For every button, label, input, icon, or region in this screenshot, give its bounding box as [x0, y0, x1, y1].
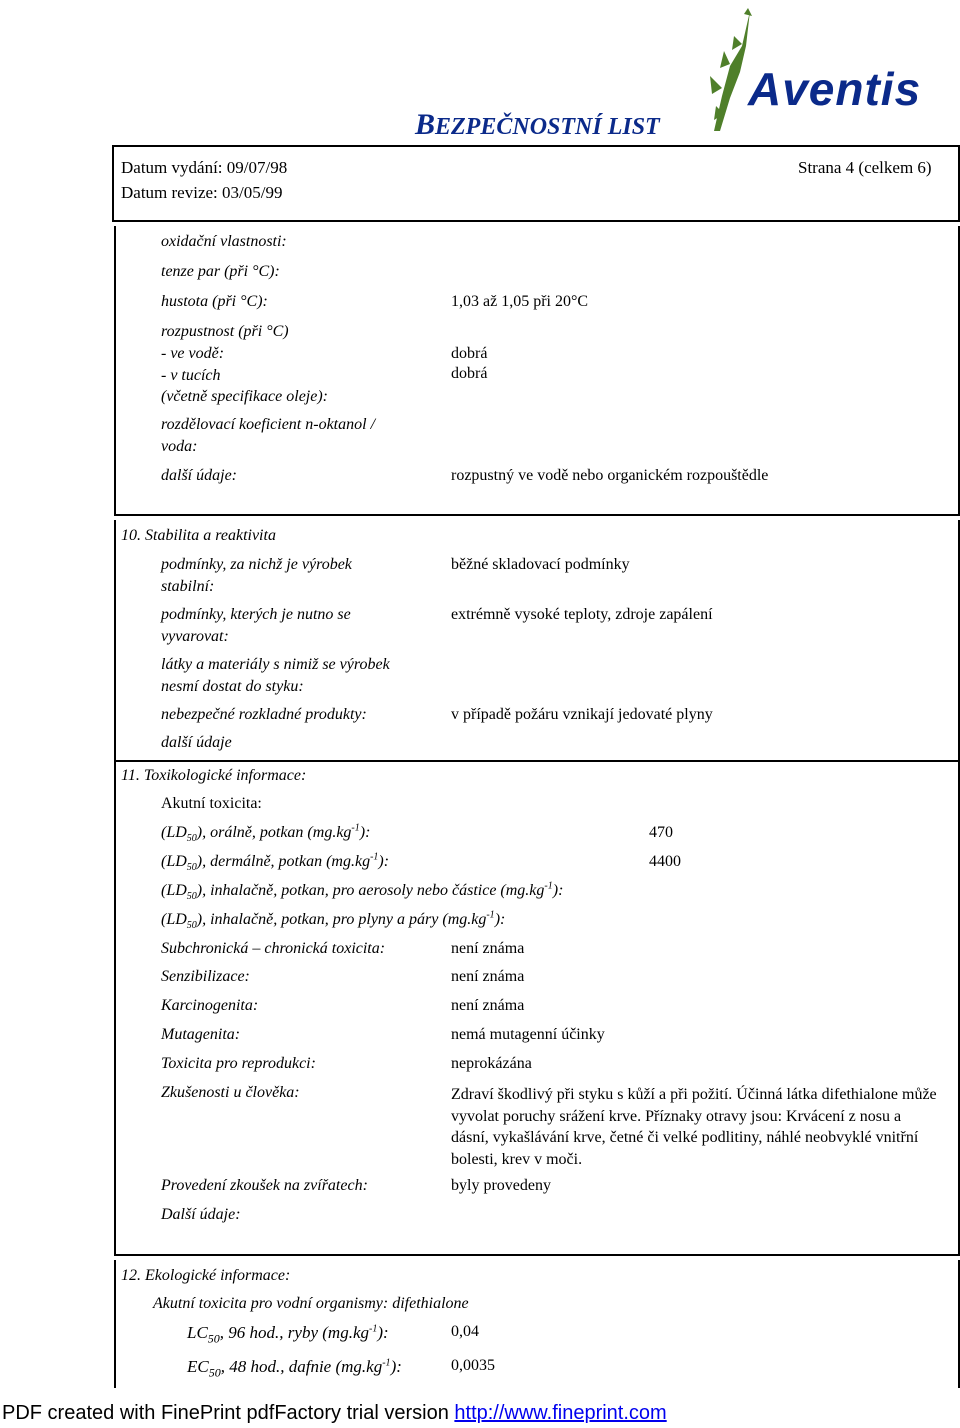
- section11-left-border: [114, 762, 116, 1256]
- density-value: 1,03 až 1,05 při 20°C: [451, 293, 589, 310]
- carcinogenicity-value: není známa: [451, 997, 525, 1014]
- section10-heading: 10. Stabilita a reaktivita: [121, 527, 276, 544]
- ec50-value: 0,0035: [451, 1357, 495, 1374]
- fat-solubility-label: - v tucích: [161, 367, 221, 384]
- ld50-dermal-label: [161, 851, 390, 874]
- ld50-oral-value: 470: [649, 824, 673, 841]
- superscript-minus-one: -1: [370, 851, 379, 863]
- superscript-minus-one: -1: [486, 909, 495, 921]
- other-data-value: rozpustný ve vodě nebo organickém rozpouštědle: [451, 467, 769, 484]
- inhal-aerosol-text: ), inhalačně, potkan, pro aerosoly nebo částice (mg.kg: [196, 882, 545, 899]
- header-top-rule: [112, 145, 960, 147]
- footer-text: PDF created with FinePrint pdfFactory trial version: [2, 1402, 455, 1424]
- label-tail: ):: [359, 824, 371, 841]
- materials-label-1: látky a materiály s nimiž se výrobek: [161, 656, 390, 673]
- revision-date: Datum revize: 03/05/99: [121, 183, 283, 202]
- decomposition-value: v případě požáru vznikají jedovaté plyny: [451, 706, 713, 723]
- ld-text: (LD: [161, 853, 187, 870]
- sensitization-label: Senzibilizace:: [161, 968, 250, 985]
- ld-text: (LD: [161, 882, 187, 899]
- further-data-label: Další údaje:: [161, 1206, 241, 1223]
- lc50-label: [187, 1323, 389, 1346]
- label-tail: ):: [390, 1357, 402, 1376]
- pdf-footer: [2, 1402, 667, 1425]
- subchronic-value: není známa: [451, 940, 525, 957]
- superscript-minus-one: -1: [369, 1323, 378, 1335]
- section10-left-border: [114, 520, 116, 762]
- subscript-50: 50: [186, 920, 197, 932]
- density-label: hustota (při °C):: [161, 293, 268, 310]
- ec-rest-text: , 48 hod., dafnie (mg.kg: [220, 1357, 383, 1376]
- solubility-label: rozpustnost (při °C): [161, 323, 289, 340]
- sensitization-value: není známa: [451, 968, 525, 985]
- avoid-label-2: vyvarovat:: [161, 628, 229, 645]
- title-first-letter: B: [415, 108, 436, 141]
- aquatic-toxicity-label: Akutní toxicita pro vodní organismy: difethialone: [153, 1295, 469, 1312]
- label-tail: ):: [378, 853, 390, 870]
- section11-bottom-rule: [114, 1254, 960, 1256]
- fineprint-link[interactable]: http://www.fineprint.com: [454, 1402, 667, 1424]
- title-rest: EZPEČNOSTNÍ LIST: [435, 114, 660, 140]
- section9-bottom-rule: [114, 514, 960, 516]
- animal-tests-value: byly provedeny: [451, 1177, 551, 1194]
- issue-date: Datum vydání: 09/07/98: [121, 158, 288, 177]
- mutagenicity-label: Mutagenita:: [161, 1026, 241, 1043]
- stable-value: běžné skladovací podmínky: [451, 556, 630, 573]
- section9-left-border: [114, 226, 116, 516]
- ec50-label: [187, 1357, 402, 1380]
- water-solubility-label: - ve vodě:: [161, 345, 225, 362]
- ec-text: EC: [187, 1357, 209, 1376]
- lc-rest-text: , 96 hod., ryby (mg.kg: [219, 1323, 369, 1342]
- subscript-50: 50: [186, 891, 197, 903]
- lc50-value: 0,04: [451, 1323, 479, 1340]
- subscript-50: 50: [186, 833, 197, 845]
- decomposition-label: nebezpečné rozkladné produkty:: [161, 706, 367, 723]
- section10-bottom-rule: [114, 760, 960, 762]
- fat-solubility-value: dobrá: [451, 365, 488, 382]
- carcinogenicity-label: Karcinogenita:: [161, 997, 259, 1014]
- section12-left-border: [114, 1260, 116, 1388]
- avoid-label-1: podmínky, kterých je nutno se: [161, 606, 351, 623]
- human-experience-label: Zkušenosti u člověka:: [161, 1084, 300, 1101]
- subchronic-label: Subchronická – chronická toxicita:: [161, 940, 386, 957]
- avoid-value: extrémně vysoké teploty, zdroje zapálení: [451, 606, 713, 623]
- ld-text: (LD: [161, 824, 187, 841]
- label-tail: ):: [377, 1323, 389, 1342]
- human-experience-value: Zdraví škodlivý při styku s kůží a při požití. Účinná látka difethialone může vyvolat poruchy srážení krve. Příznaky otravy jsou: Krvácení z nosu a dásní, vykašlávání krve, četné či velké podlitiny, náhlé neobvyklé vnitřní bolesti, krev v moči.: [451, 1086, 937, 1168]
- lc-text: LC: [187, 1323, 208, 1342]
- section12-heading: 12. Ekologické informace:: [121, 1267, 291, 1284]
- section11-heading: 11. Toxikologické informace:: [121, 767, 307, 784]
- materials-label-2: nesmí dostat do styku:: [161, 678, 304, 695]
- section10-other-label: další údaje: [161, 734, 232, 751]
- logo-wordmark: Aventis: [748, 63, 922, 115]
- dermal-text: ), dermálně, potkan (mg.kg: [196, 853, 371, 870]
- header-bottom-rule: [112, 220, 960, 222]
- inhal-gas-text: ), inhalačně, potkan, pro plyny a páry (mg.kg: [196, 911, 487, 928]
- oxidizing-label: oxidační vlastnosti:: [161, 233, 287, 250]
- subscript-50: 50: [208, 1365, 221, 1380]
- document-title: [415, 108, 660, 142]
- reproductive-toxicity-value: neprokázána: [451, 1055, 532, 1072]
- header-left-border: [112, 145, 114, 221]
- vapor-pressure-label: tenze par (při °C):: [161, 263, 280, 280]
- stable-label-2: stabilní:: [161, 578, 215, 595]
- label-tail: ):: [494, 911, 506, 928]
- page-number: Strana 4 (celkem 6): [798, 158, 932, 177]
- ld50-oral-label: [161, 822, 371, 845]
- water-solubility-value: dobrá: [451, 345, 488, 362]
- animal-tests-label: Provedení zkoušek na zvířatech:: [161, 1177, 368, 1194]
- subscript-50: 50: [186, 862, 197, 874]
- reproductive-toxicity-label: Toxicita pro reprodukci:: [161, 1055, 316, 1072]
- stable-label-1: podmínky, za nichž je výrobek: [161, 556, 352, 573]
- acute-toxicity-label: Akutní toxicita:: [161, 795, 262, 812]
- oral-text: ), orálně, potkan (mg.kg: [196, 824, 352, 841]
- superscript-minus-one: -1: [544, 880, 553, 892]
- label-tail: ):: [552, 882, 564, 899]
- superscript-minus-one: -1: [382, 1357, 391, 1369]
- ld50-inhal-aerosol-label: [161, 880, 564, 903]
- mutagenicity-value: nemá mutagenní účinky: [451, 1026, 605, 1043]
- partition-label-1: rozdělovací koeficient n-oktanol /: [161, 416, 376, 433]
- subscript-50: 50: [207, 1331, 220, 1346]
- partition-label-2: voda:: [161, 438, 198, 455]
- other-data-label: další údaje:: [161, 467, 237, 484]
- ld-text: (LD: [161, 911, 187, 928]
- superscript-minus-one: -1: [351, 822, 360, 834]
- ld50-dermal-value: 4400: [649, 853, 681, 870]
- oil-spec-label: (včetně specifikace oleje):: [161, 388, 328, 405]
- ld50-inhal-gas-label: [161, 909, 506, 932]
